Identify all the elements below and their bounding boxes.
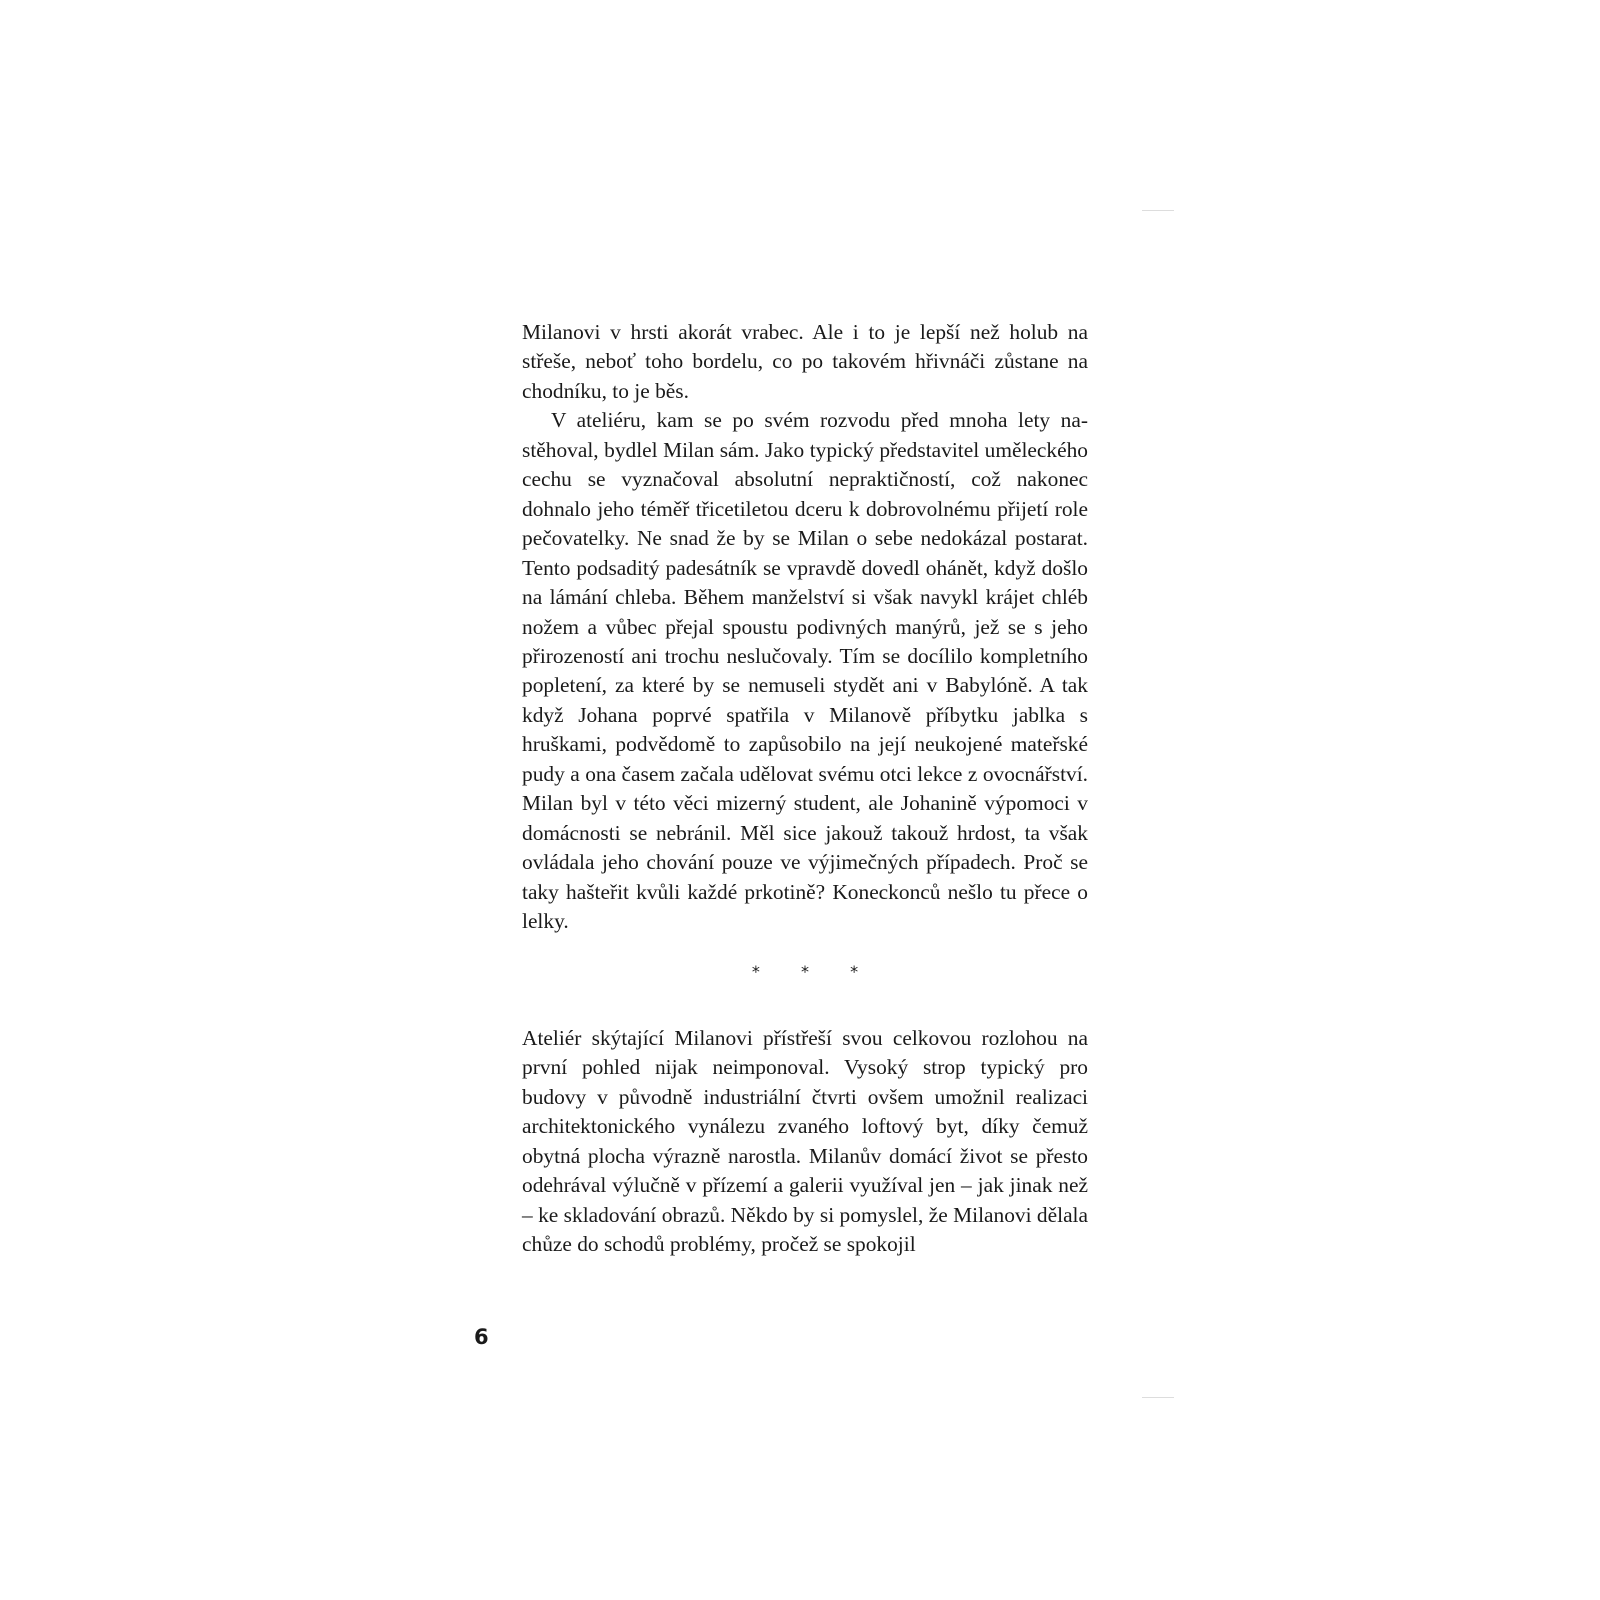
page-number: 6 (474, 1325, 489, 1349)
crop-mark-top (1142, 210, 1174, 211)
paragraph-atelier: V ateliéru, kam se po svém rozvodu před mnoha lety nastěhoval, bydlel Milan sám. Jako typický představitel uměleckého cechu se vyznačoval absolutní nepraktičností, což nakonec dohnalo jeho téměř třicetiletou dceru k dobrovolnému přijetí role pečovatelky. Ne snad že by se Milan o sebe nedokázal postarat. Tento podsaditý padesátník se vpravdě dovedl ohánět, když došlo na lámání chleba. Během manželství si však navykl krájet chléb nožem a vůbec přejal spoustu podivných manýrů, jež se s jeho přirozeností ani trochu neslučovaly. Tím se docílilo kompletního popletení, za které by se nemuseli stydět ani v Babylóně. A tak když Johana poprvé spatřila v Milanově příbytku jablka s hruškami, podvědomě to zapůsobilo na její neukojené mateřské pudy a ona časem začala udělovat svému otci lekce z ovocnářství. Milan byl v této věci mizerný student, ale Johanině výpomoci v domácnosti se nebránil. Měl sice jakouž takouž hrdost, ta však ovládala jeho chování pouze ve výjimečných případech. Proč se taky hašteřit kvůli každé prkotině? Koneckonců nešlo tu přece o lelky. (522, 408, 1088, 934)
paragraph-loft: Ateliér skýtající Milanovi přístřeší svou celkovou rozlohou na první pohled nijak neimponoval. Vysoký strop typický pro budovy v původně industriální čtvrti ovšem umožnil realizaci architektonického vynálezu zvaného loftový byt, díky čemuž obytná plocha výrazně narostla. Milanův domácí život se přesto odehrával výlučně v přízemí a galerii využíval jen – jak jinak než – ke skladování obrazů. Někdo by si pomyslel, že Milanovi dělala chůze do schodů problémy, pročež se spokojil (522, 1026, 1088, 1257)
paragraph-continuation: Milanovi v hrsti akorát vrabec. Ale i to je lepší než holub na střeše, neboť toho bordelu, co po takovém hřivnáči zůstane na chodníku, to je běs. (522, 320, 1088, 403)
section-separator: * * * (751, 962, 877, 981)
crop-mark-bottom (1142, 1397, 1174, 1398)
text-block-upper (522, 318, 1088, 937)
text-block-lower (522, 1024, 1088, 1260)
